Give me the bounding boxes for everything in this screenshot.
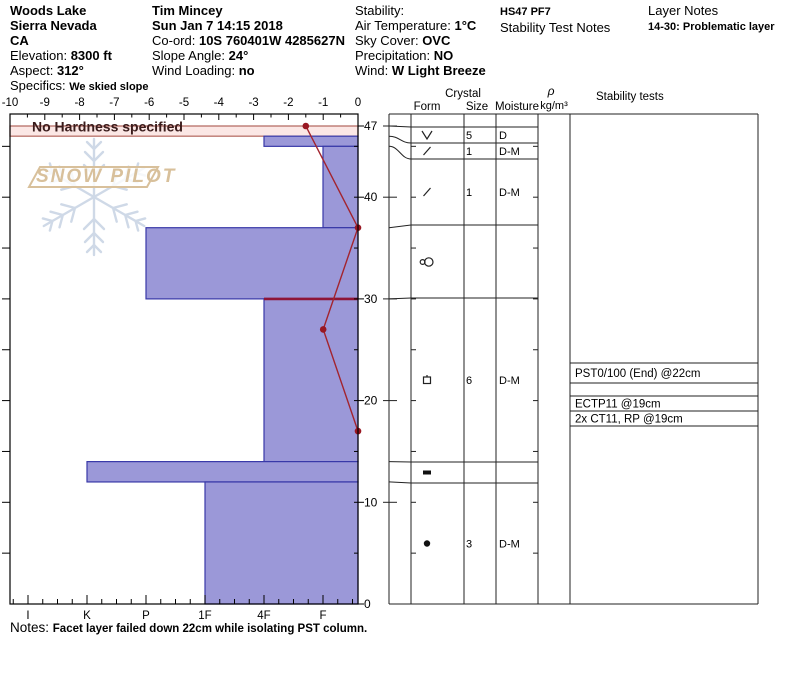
stability-test-label: 2x CT11, RP @19cm [575,413,683,426]
depth-axis-label: 0 [364,597,371,611]
site-state: CA [10,33,29,48]
layer-connector [389,136,411,143]
temp-axis-label: -4 [213,97,224,109]
specifics-line: Specifics: We skied slope [10,78,149,93]
temp-axis-label: -7 [109,97,120,109]
temp-axis-label: -2 [283,97,294,109]
hardness-bar-F [323,146,358,227]
hardness-axis-label: P [142,610,150,622]
stability-test-notes-title: Stability Test Notes [500,20,611,35]
temperature-point [303,123,310,130]
stability-test-label: ECTP11 @19cm [575,398,661,411]
grain-moisture-value: D-M [499,146,520,158]
depth-axis-label: 10 [364,495,378,510]
temp-axis-label: -6 [144,97,155,109]
temp-axis-label: -1 [318,97,329,109]
grain-size-value: 1 [466,146,473,158]
layer-connector [389,482,411,483]
layer-connector [389,225,411,228]
layer-connector [389,146,411,159]
precipitation-line: Precipitation: NO [355,48,454,63]
hardness-bar-K [87,462,358,482]
grain-moisture-value: D-M [499,375,520,387]
grain-size-value: 6 [466,375,473,387]
aspect-line: Aspect: 312° [10,63,84,78]
hardness-axis-label: I [26,610,30,622]
temp-axis-label: -9 [39,97,50,109]
watermark-text: SNOW PILOT [36,166,177,187]
notes-label: Notes: [10,620,53,635]
pit-notes [10,620,367,635]
ice-lens [423,471,431,475]
wind-line: Wind: W Light Breeze [355,63,486,78]
hs-pf-line: HS47 PF7 [500,6,551,18]
snowflake-watermark-icon [39,139,149,255]
stability-test-label: PST0/100 (End) @22cm [575,368,701,380]
depth-axis-label: 47 [364,119,378,133]
grain-moisture-value: D-M [499,538,520,551]
observer-name: Tim Mincey [152,3,223,18]
temp-axis-label: -3 [248,97,259,109]
stability-tests-header: Stability tests [596,91,664,103]
rounded-grains [424,540,430,546]
depth-axis-label: 30 [364,291,378,306]
rounded-grains-icon [424,540,430,546]
hardness-bar-4F [264,299,358,462]
decomposing-fragments [424,147,431,155]
crystal-header: Crystal [445,88,481,100]
snowflake-branch [84,197,104,255]
decomposing-fragments-icon [424,188,431,196]
temp-axis-label: -8 [74,97,85,109]
form-header: Form [413,101,441,113]
surface-hoar [422,131,432,139]
melt-forms-icon [420,258,433,266]
surface-hoar-icon [422,131,432,139]
slope-angle-line: Slope Angle: 24° [152,48,249,63]
hardness-bar-P [146,228,358,299]
ice-lens-icon [423,471,431,475]
melt-forms [425,258,433,266]
depth-axis-label: 20 [364,393,378,408]
notes-text: Facet layer failed down 22cm while isolating PST column. [52,623,368,635]
hardness-axis-label: F [319,610,327,622]
facets-icon [424,375,431,384]
no-hardness-label: No Hardness specified [32,118,183,135]
layer-connector [389,126,411,127]
elevation-line: Elevation: 8300 ft [10,48,112,63]
hardness-bar-1F [205,482,358,604]
moisture-header: Moisture [494,101,540,113]
sky-cover-line: Sky Cover: OVC [355,33,451,48]
temp-axis-label: -5 [178,97,190,109]
grain-moisture-value: D [499,130,507,142]
size-header: Size [465,101,489,113]
grain-size-value: 3 [466,538,473,551]
density-unit-header: kg/m³ [540,100,568,112]
grain-moisture-value: D-M [499,187,520,199]
hardness-axis-label: 1F [198,610,212,622]
site-name: Woods Lake [10,3,87,18]
hardness-bar-4F [264,136,358,146]
observation-datetime: Sun Jan 7 14:15 2018 [152,18,283,33]
temp-axis-label: -10 [1,97,19,109]
depth-axis-label: 40 [364,190,378,205]
hardness-axis-label: K [83,610,91,622]
facets [424,377,431,384]
layer-notes-title: Layer Notes [648,3,719,18]
decomposing-fragments [424,188,431,196]
air-temp-line: Air Temperature: 1°C [355,18,477,33]
density-header: ρ [547,84,555,98]
temperature-point [320,326,327,333]
decomposing-fragments-icon [424,147,431,155]
grain-size-value: 5 [466,130,473,142]
temp-axis-label: 0 [354,97,362,109]
site-range: Sierra Nevada [10,18,97,33]
coord-line: Co-ord: 10S 760401W 4285627N [152,33,345,48]
layer-connector [389,298,411,299]
grain-size-value: 1 [466,187,473,199]
layer-notes-value: 14-30: Problematic layer [648,21,775,33]
hardness-axis-label: 4F [257,610,271,622]
wind-loading-line: Wind Loading: no [152,63,255,78]
stability-line: Stability: [355,3,405,18]
